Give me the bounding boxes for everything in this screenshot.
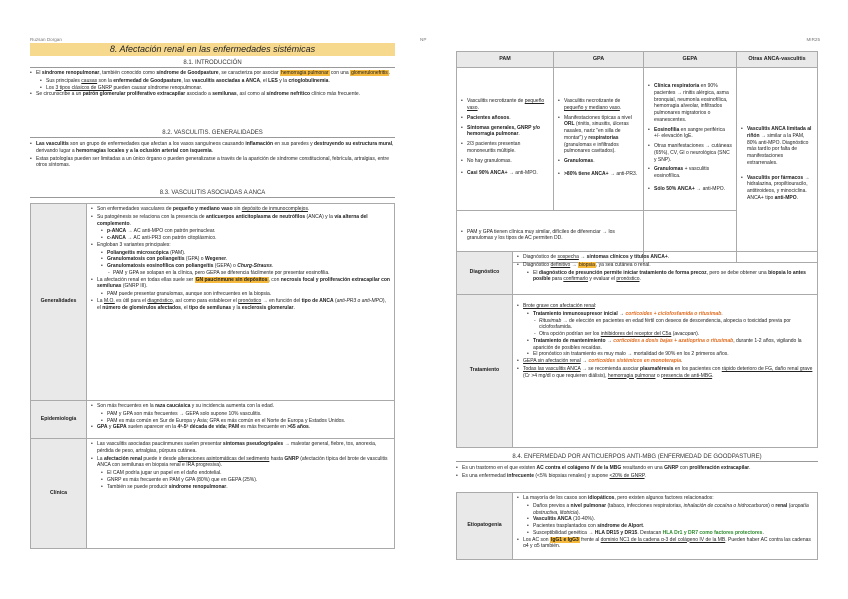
comparison-table xyxy=(456,51,818,263)
table-row: Clínica • Las vasculitis asociadas pauciinmunes suelen presentar síntomas pseudogripales → malestar general, fiebre, tos, anorexia, pérdida de peso, artralgias, púrpura cutánea. • La afectación renal puede ir desde alteraciones asintomáticas del sedimento hasta GNRP (afectación típica del brote de vasculitis ANCA con semilunas en biopsia renal e IRA progresiva). • El CAM podría jugar un papel en el daño endotelial. • GNRP es más frecuente en PAM y GPA (80%) que en GEPA (25%). • También se puede producir síndrome renopulmonar. xyxy=(31,439,395,549)
vasculitis-text: • Las vasculitis son un grupo de enfermedades que afectan a los vasos sanguíneos causando inflamación en sus paredes y destruyendo su estructura mural, derivando lugar a hemorragias locales y a la oclusión arterial con isquemia. • Estas patologías pueden ser limitadas a un único órgano o pueden generalizarse a través de la aparición de síndrome constitucional, febrícula, artralgias, entre otros síntomas. xyxy=(30,141,395,170)
section-heading-intro: 8.1. INTRODUCCIÓN xyxy=(30,59,395,68)
table-header-row xyxy=(457,52,818,68)
page-header-np: NP xyxy=(420,37,427,42)
table-row: • Vasculitis necrotizante de pequeño vaso. • Pacientes añosos. • Síntomas generales, GNRP y/o hemorragia pulmonar. • 2/3 pacientes presentan mononeuritis múltiple. • No hay granulomas. • Casi 90% ANCA+ → anti-MPO. • Vasculitis necrotizante de pequeño y mediano vaso. • Manifestaciones típicas a nivel ORL (rinitis, sinusitis, úlceras nasales, nariz "en silla de montar") y respiratorias (granulomas e infiltrados pulmonares cavitados). • Granulomas. • >80% tiene ANCA+ → anti-PR3. • Clínica respiratoria en 90% pacientes → rinitis alérgica, asma bronquial, neumonía eosinofílica, hemorragia alveolar, infiltrados pulmonares migratorios o evanescentes. • Eosinofilia en sangre periférica +/- elevación IgE. • Otras manifestaciones → cutáneas (65%), CV, GI o neurológica (SNC y SNP). • Granulomas + vasculitis eosinofílica. • Sólo 50% ANCA+ → anti-MPO. • Vasculitis ANCA limitada al riñón → similar a la PAM, 80% anti-MPO. Diagnóstico más tardío por falta de manifestaciones extrarrenales. • Vasculitis por fármacos → hidralazina, propiltiouracilo, antitiroideos, y minociclina. ANCA+ tipo anti-MPO. xyxy=(457,68,818,211)
section-heading-anca: 8.3. VASCULITIS ASOCIADAS A ANCA xyxy=(30,189,395,198)
page-header-mir: MIR25 xyxy=(806,37,820,42)
table-row: Diagnóstico • Diagnóstico de sospecha → síntomas clínicos y títulos ANCA+. • Diagnóstico definitivo → biopsia, ya sea cutánea o renal. • El diagnóstico de presunción permite iniciar tratamiento de forma precoz, pero se debe obtener una biopsia lo antes posible para confirmarlo y evaluar el pronóstico. xyxy=(457,252,818,295)
etiopathogenesis-table xyxy=(456,492,818,560)
intro-text: • El síndrome renopulmonar, también conocido como síndrome de Goodpasture, se caracteriza por asociar hemorragia pulmonar con una glomerulonefritis. • Sus principales causas son la enfermedad de Goodpasture, las vasculitis asociadas a ANCA, el LES y la crioglobulinemia. • Los 3 tipos clásicos de GNRP pueden causar síndrome renopulmonar. • Se circunscribe a un patrón glomerular proliferativo extracapilar asociado a semilunas, así como al síndrome nefrítico clínico más frecuente. xyxy=(30,70,395,99)
row-label: Epidemiología xyxy=(31,401,87,439)
section-heading-anti-mbg: 8.4. ENFERMEDAD POR ANTICUERPOS ANTI-MBG (ENFERMEDAD DE GOODPASTURE) xyxy=(456,453,818,462)
chapter-title: 8. Afectación renal en las enfermedades sistémicas xyxy=(30,43,395,56)
anti-mbg-text: • Es un trastorno en el que existen AC contra el colágeno IV de la MBG resultando en una GNRP con proliferación extracapilar. • Es una enfermedad infrecuente (<5% biopsias renales) y supone <20% de GNRP. xyxy=(456,465,818,481)
row-label: Tratamiento xyxy=(457,295,513,448)
table-row: Tratamiento • Brote grave con afectación renal: • Tratamiento inmunosupresor inicial → corticoides + ciclofosfamida o rituximab. - Rituximab → de elección en pacientes en edad fértil con deseos de descendencia, alopecia o toxicidad previa por ciclofosfamida. - Otra opción podrían ser los inhibidores del receptor del C5a (avacopan). • Tratamiento de mantenimiento → corticoides a dosis bajas + azatioprina o rituximab, durante 1-2 años, vigilando la aparición de posibles recaídas. • El pronóstico sin tratamiento es muy malo → mortalidad de 90% en los 2 primeros años. • GEPA sin afectación renal → corticoides sistémicos en monoterapia. • Todas las vasculitis ANCA → se recomienda asociar plasmaféresis en los pacientes con rápido deterioro de FG, daño renal grave (Cr >4 mg/dl o que requieren diálisis), hemorragia pulmonar o presencia de anti-MBG. xyxy=(457,295,818,448)
column-header: PAM xyxy=(457,52,554,68)
diagnosis-treatment-table xyxy=(456,251,818,448)
column-header: Otras ANCA-vasculitis xyxy=(737,52,818,68)
table-row: Etiopatogenia • La mayoría de los casos son idiopáticos, pero existen algunos factores relacionados: • Daños previos a nivel pulmonar (tabaco, infecciones respiratorias, inhalación de cocaína o hidrocarburos) o renal (uropatía obstructiva, litotricia). • Vasculitis ANCA (10-40%). • Pacientes trasplantados con síndrome de Alport. • Susceptibilidad genética → HLA DR15 y DR15. Destacan HLA Dr1 y DR7 como factores protectores. • Los AC son IgG1 e IgG3 frente al dominio NC1 de la cadena α-3 del colágeno IV de la MB. Pueden haber AC contra las cadenas α4 y α5 también. xyxy=(457,493,818,560)
table-row: • PAM y GPA tienen clínica muy similar, difíciles de diferenciar → los granulomas y los tipos de AC permiten DD. xyxy=(457,211,818,263)
right-page xyxy=(420,0,848,599)
anca-table xyxy=(30,203,395,549)
section-heading-generalidades: 8.2. VASCULITIS. GENERALIDADES xyxy=(30,129,395,138)
page-header-left: Ruzsan Dorgan xyxy=(30,37,62,42)
column-header: GEPA xyxy=(644,52,737,68)
row-label: Etiopatogenia xyxy=(457,493,513,560)
row-label: Diagnóstico xyxy=(457,252,513,295)
table-row: Epidemiología • Son más frecuentes en la raza caucásica y su incidencia aumenta con la edad. • PAM y GPA son más frecuentes → GEPA solo supone 10% vasculitis. • PAM es más común en Sur de Europa y Asia; GPA es más común en el Norte de Europa y Estados Unidos. • GPA y GEPA suelen aparecer en la 4ª-5ª década de vida; PAM es más frecuente en >65 años. xyxy=(31,401,395,439)
table-row: Generalidades • Son enfermedades vasculares de pequeño y mediano vaso sin depósito de inmunocomplejos. • Su patogénesis se relaciona con la presencia de anticuerpos anticitoplasma de neutrófilos (ANCA) y la vía alterna del complemento. • p-ANCA → AC anti-MPO con patrón perinuclear. • c-ANCA → AC anti-PR3 con patrón citoplásmico. • Engloban 3 variantes principales: • Poliangeítis microscópica (PAM). • Granulomatosis con poliangeítis (GPA) o Wegener. • Granulomatosis eosinofílica con poliangeítis (GEPA) o Churg-Strauss. - PAM y GPA se solapan en la clínica, pero GEPA se diferencia fácilmente por presentar eosinofilia. • La afectación renal en todas ellas suele ser GN paucinmune sin depósitos, con necrosis focal y proliferación extracapilar con semilunas (GNRP III). • PAM puede presentar granulomas, aunque son infrecuentes en la biopsia. • La M.O. es útil para el diagnóstico, así como para establecer el pronóstico → en función del tipo de ANCA (anti-PR3 o anti-MPO), el número de glomérulos afectados, el tipo de semilunas y la esclerosis glomerular. xyxy=(31,204,395,401)
column-header: GPA xyxy=(554,52,644,68)
row-label: Clínica xyxy=(31,439,87,549)
row-label: Generalidades xyxy=(31,204,87,401)
